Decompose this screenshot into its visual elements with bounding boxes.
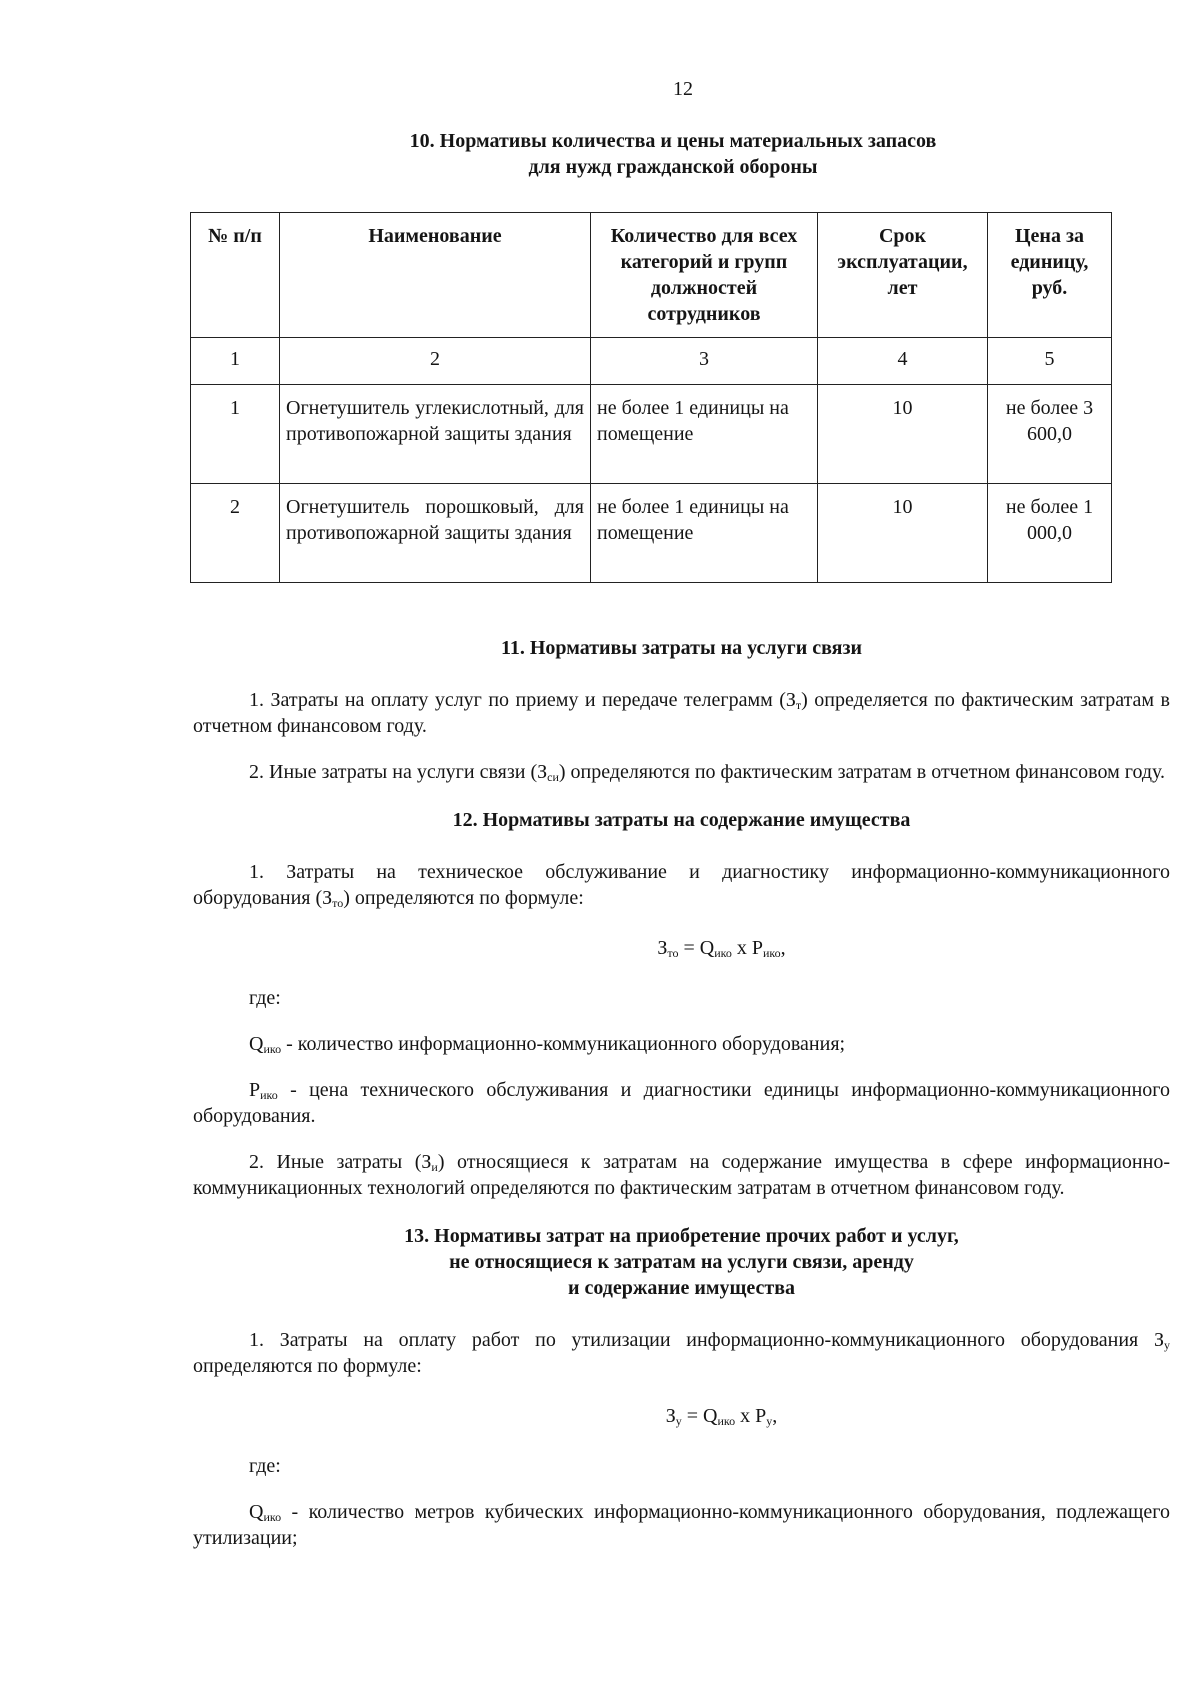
text-run: 1. Затраты на оплату работ по утилизации информационно-коммуникационного оборудования З [249, 1329, 1164, 1351]
materials-table [190, 212, 1112, 583]
header-unit-price: Цена за единицу, руб. [988, 213, 1112, 338]
index-cell: 5 [988, 338, 1112, 385]
section-13-title-line1: 13. Нормативы затрат на приобретение прочих работ и услуг, [404, 1225, 959, 1247]
subscript: ико [762, 946, 781, 960]
subscript: то [332, 896, 344, 910]
row-name: Огнетушитель порошковый, для противопожарной защиты здания [280, 484, 591, 583]
row-number: 1 [191, 385, 280, 484]
page-number: 12 [673, 78, 693, 100]
subscript: т [795, 698, 802, 712]
text-run: - цена технического обслуживания и диагностики единицы информационно-коммуникационного оборудования. [193, 1079, 1170, 1127]
formula-part: , [772, 1405, 778, 1427]
section-12-paragraph-2 [193, 1149, 1170, 1201]
document-content [193, 128, 1170, 1551]
section-10-title-line1: 10. Нормативы количества и цены материальных запасов [409, 130, 937, 152]
text-run: ) определяются по формуле: [343, 887, 584, 909]
formula-part: х Р [731, 937, 763, 959]
text-run: 1. Затраты на техническое обслуживание и диагностику информационно-коммуникационного оборудования (З [193, 861, 1170, 909]
section-11-paragraph-1 [193, 687, 1170, 739]
section-10-title-line2: для нужд гражданской обороны [528, 156, 818, 178]
text-run: ) определяются по фактическим затратам в отчетном финансовом году. [558, 761, 1166, 783]
table-row [191, 385, 1112, 484]
table-index-row [191, 338, 1112, 385]
section-12-title: 12. Нормативы затраты на содержание имущества [452, 809, 911, 831]
subscript: у [1164, 1338, 1170, 1352]
section-11-paragraph-2 [193, 759, 1170, 785]
row-quantity: не более 1 единицы на помещение [591, 385, 818, 484]
formula-part: , [780, 937, 786, 959]
section-13-title-line2: не относящиеся к затратам на услуги связи, аренду [449, 1251, 914, 1273]
formula-part: З [657, 937, 668, 959]
text-run: - количество информационно-коммуникационного оборудования; [281, 1033, 846, 1055]
row-quantity: не более 1 единицы на помещение [591, 484, 818, 583]
formula-part: = Q [678, 937, 715, 959]
text-run: 1. Затраты на оплату услуг по приему и передаче телеграмм (З [249, 689, 796, 711]
where-label: где: [249, 1455, 281, 1477]
header-quantity: Количество для всех категорий и групп должностей сотрудников [591, 213, 818, 338]
text-run: 2. Иные затраты (З [249, 1151, 432, 1173]
symbol: Q [249, 1501, 264, 1523]
table-header-row [191, 213, 1112, 338]
symbol: Р [249, 1079, 261, 1101]
formula-part: = Q [681, 1405, 718, 1427]
index-cell: 1 [191, 338, 280, 385]
formula-part: х Р [735, 1405, 767, 1427]
subscript: у [766, 1414, 773, 1428]
subscript: ико [714, 946, 732, 960]
definition-q-disposal [193, 1499, 1170, 1551]
text-run: определяются по формуле: [193, 1355, 422, 1377]
row-service-life: 10 [818, 385, 988, 484]
section-12-paragraph-1 [193, 859, 1170, 911]
subscript: си [547, 770, 559, 784]
text-run: ) определяется по фактическим затратам в отчетном финансовом году. [193, 689, 1170, 737]
symbol: Q [249, 1033, 264, 1055]
section-13-paragraph-1 [193, 1327, 1170, 1379]
row-unit-price: не более 3 600,0 [988, 385, 1112, 484]
text-run: ) относящиеся к затратам на содержание имущества в сфере информационно-коммуникационных технологий определяются по фактическим затратам в отчетном финансовом году. [193, 1151, 1170, 1199]
subscript: то [667, 946, 679, 960]
row-number: 2 [191, 484, 280, 583]
index-cell: 2 [280, 338, 591, 385]
subscript: ико [263, 1510, 282, 1524]
row-service-life: 10 [818, 484, 988, 583]
row-name: Огнетушитель углекислотный, для противопожарной защиты здания [280, 385, 591, 484]
subscript: у [675, 1414, 682, 1428]
formula-part: З [665, 1405, 676, 1427]
subscript: и [431, 1160, 438, 1174]
subscript: ико [263, 1042, 282, 1056]
section-10-title [133, 128, 1200, 180]
header-name: Наименование [280, 213, 591, 338]
header-service-life: Срок эксплуатации, лет [818, 213, 988, 338]
section-13-title-line3: и содержание имущества [567, 1277, 796, 1299]
text-run: - количество метров кубических информационно-коммуникационного оборудования, подлежащего утилизации; [193, 1501, 1170, 1549]
formula-maintenance [193, 935, 1170, 961]
table-row [191, 484, 1112, 583]
where-label: где: [249, 987, 281, 1009]
subscript: ико [260, 1088, 278, 1102]
subscript: ико [717, 1414, 736, 1428]
definition-p [193, 1077, 1170, 1129]
section-13-title [193, 1223, 1170, 1301]
section-11-title: 11. Нормативы затраты на услуги связи [500, 637, 863, 659]
header-number: № п/п [191, 213, 280, 338]
definition-q [193, 1031, 1170, 1057]
formula-disposal [193, 1403, 1170, 1429]
row-unit-price: не более 1 000,0 [988, 484, 1112, 583]
index-cell: 4 [818, 338, 988, 385]
text-run: 2. Иные затраты на услуги связи (З [249, 761, 548, 783]
index-cell: 3 [591, 338, 818, 385]
